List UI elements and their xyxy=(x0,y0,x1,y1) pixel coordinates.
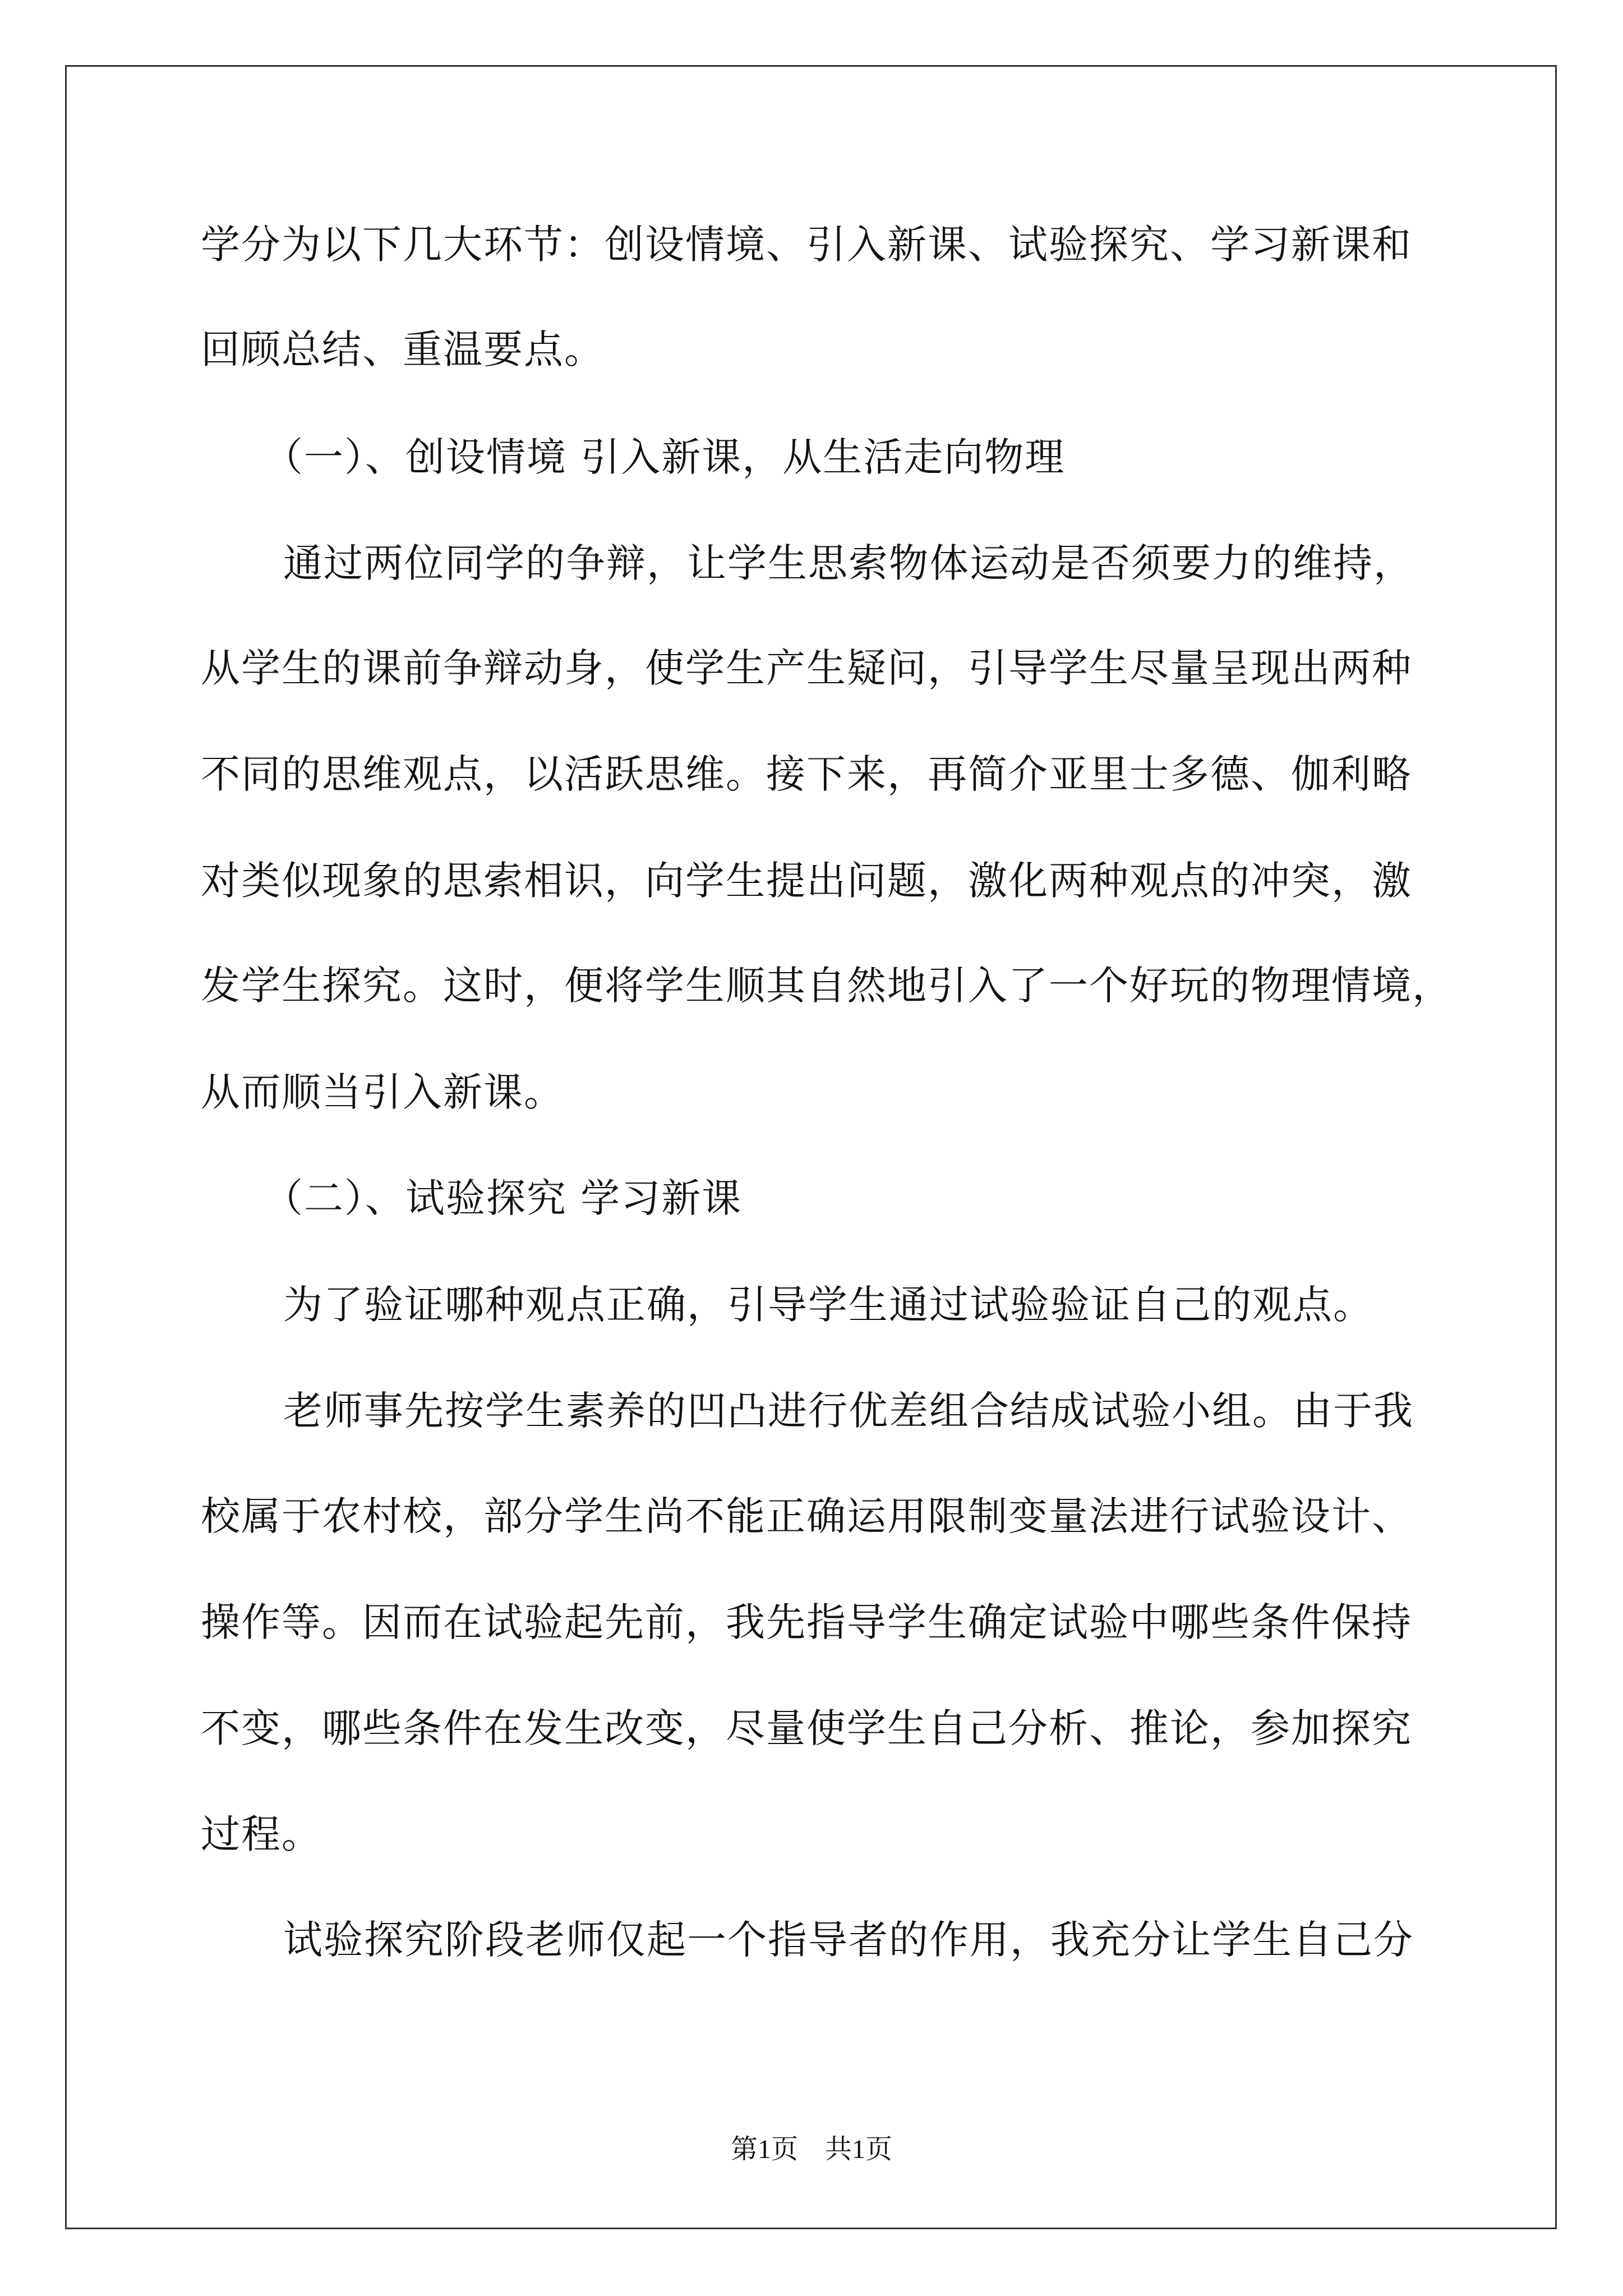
text-line-2: 回顾总结、重温要点。 xyxy=(201,326,605,372)
text-line-12: 老师事先按学生素养的凹凸进行优差组合结成试验小组。由于我 xyxy=(283,1388,1414,1434)
text-line-14: 操作等。因而在试验起先前，我先指导学生确定试验中哪些条件保持 xyxy=(201,1599,1412,1645)
section-heading-2: （二）、试验探究 学习新课 xyxy=(264,1175,743,1221)
text-line-13: 校属于农村校，部分学生尚不能正确运用限制变量法进行试验设计、 xyxy=(201,1493,1412,1539)
text-line-11: 为了验证哪种观点正确，引导学生通过试验验证自己的观点。 xyxy=(283,1282,1373,1328)
section-heading-1: （一）、创设情境 引入新课，从生活走向物理 xyxy=(264,434,1066,480)
text-line-8: 发学生探究。这时，便将学生顺其自然地引入了一个好玩的物理情境， xyxy=(201,963,1453,1009)
text-line-16: 过程。 xyxy=(201,1811,322,1857)
text-line-17: 试验探究阶段老师仅起一个指导者的作用，我充分让学生自己分 xyxy=(283,1917,1414,1963)
text-line-1: 学分为以下几大环节：创设情境、引入新课、试验探究、学习新课和 xyxy=(201,222,1412,268)
page-footer xyxy=(0,2133,1623,2166)
text-line-5: 从学生的课前争辩动身，使学生产生疑问，引导学生尽量呈现出两种 xyxy=(201,645,1412,691)
text-line-6: 不同的思维观点，以活跃思维。接下来，再简介亚里士多德、伽利略 xyxy=(201,751,1412,797)
text-line-4: 通过两位同学的争辩，让学生思索物体运动是否须要力的维持， xyxy=(283,540,1414,586)
page-number: 第1页 共1页 xyxy=(730,2134,892,2164)
text-line-7: 对类似现象的思索相识，向学生提出问题，激化两种观点的冲突，激 xyxy=(201,858,1412,904)
text-line-9: 从而顺当引入新课。 xyxy=(201,1069,564,1115)
page-border xyxy=(65,65,1557,2229)
text-line-15: 不变，哪些条件在发生改变，尽量使学生自己分析、推论，参加探究 xyxy=(201,1705,1412,1751)
